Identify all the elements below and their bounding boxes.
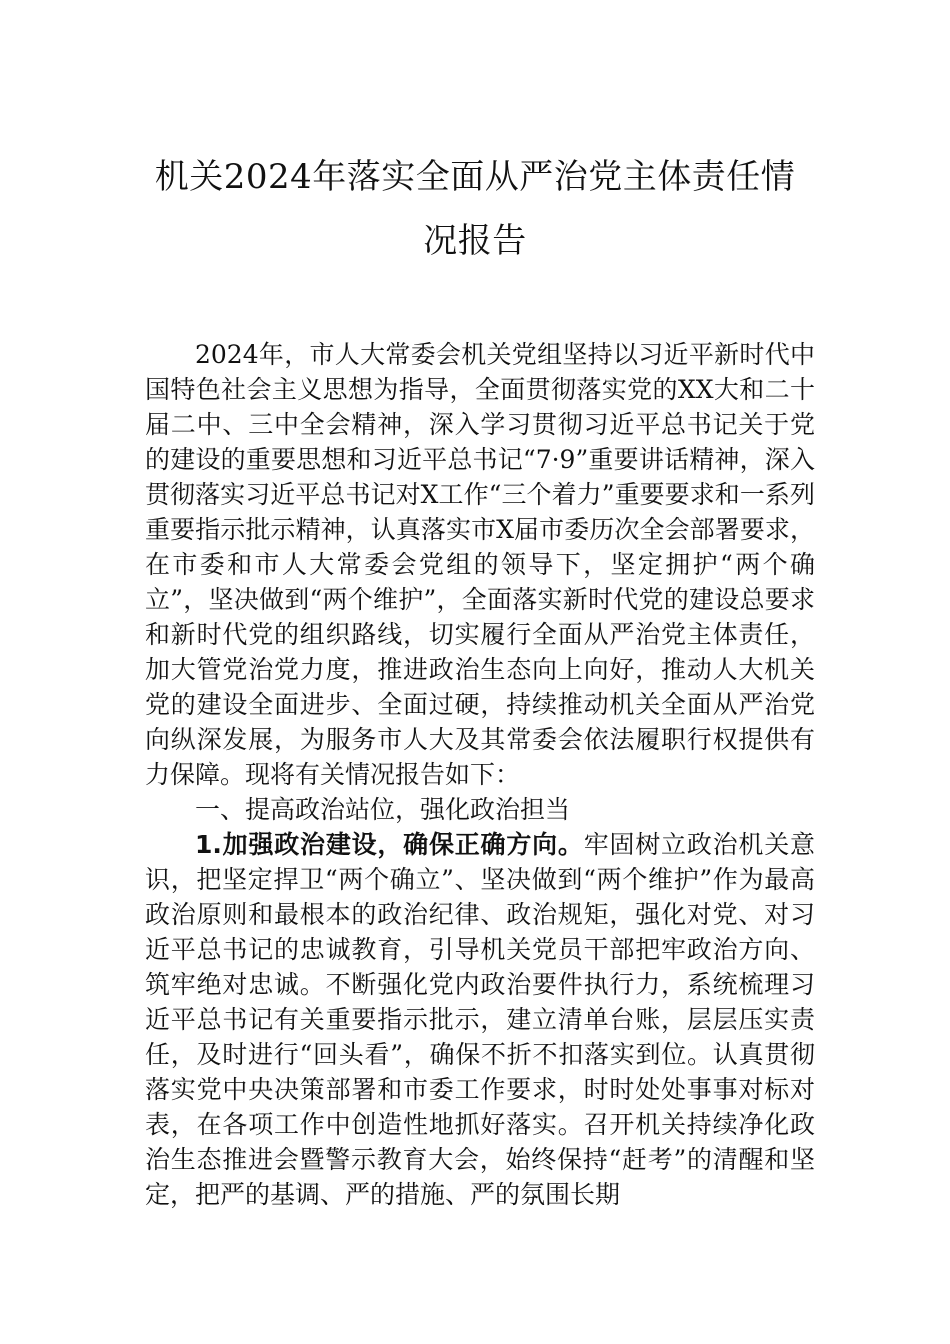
title-line-2: 况报告 (423, 221, 527, 261)
document-title (120, 145, 830, 273)
title-line-1: 机关2024年落实全面从严治党主体责任情 (154, 157, 796, 197)
intro-paragraph: 2024年，市人大常委会机关党组坚持以习近平新时代中国特色社会主义思想为指导，全面贯彻落实党的XX大和二十届二中、三中全会精神，深入学习贯彻习近平总书记关于党的建设的重要思想和习近平总书记“7·9”重要讲话精神，深入贯彻落实习近平总书记对X工作“三个着力”重要要求和一系列重要指示批示精神，认真落实市X届市委历次全会部署要求，在市委和市人大常委会党组的领导下，坚定拥护“两个确立”，坚决做到“两个维护”，全面落实新时代党的建设总要求和新时代党的组织路线，切实履行全面从严治党主体责任，加大管党治党力度，推进政治生态向上向好，推动人大机关党的建设全面进步、全面过硬，持续推动机关全面从严治党向纵深发展，为服务市人大及其常委会依法履职行权提供有力保障。现将有关情况报告如下： (145, 340, 815, 789)
document-body (145, 337, 815, 1212)
item-1-lead: 1.加强政治建设，确保正确方向。 (195, 830, 584, 859)
item-1-text: 牢固树立政治机关意识，把坚定捍卫“两个确立”、坚决做到“两个维护”作为最高政治原则和最根本的政治纪律、政治规矩，强化对党、对习近平总书记的忠诚教育，引导机关党员干部把牢政治方向、筑牢绝对忠诚。不断强化党内政治要件执行力，系统梳理习近平总书记有关重要指示批示，建立清单台账，层层压实责任，及时进行“回头看”，确保不折不扣落实到位。认真贯彻落实党中央决策部署和市委工作要求，时时处处事事对标对表，在各项工作中创造性地抓好落实。召开机关持续净化政治生态推进会暨警示教育大会，始终保持“赶考”的清醒和坚定，把严的基调、严的措施、严的氛围长期 (145, 830, 815, 1209)
item-1-paragraph (145, 827, 815, 1212)
section-heading-1: 一、提高政治站位，强化政治担当 (195, 795, 571, 824)
